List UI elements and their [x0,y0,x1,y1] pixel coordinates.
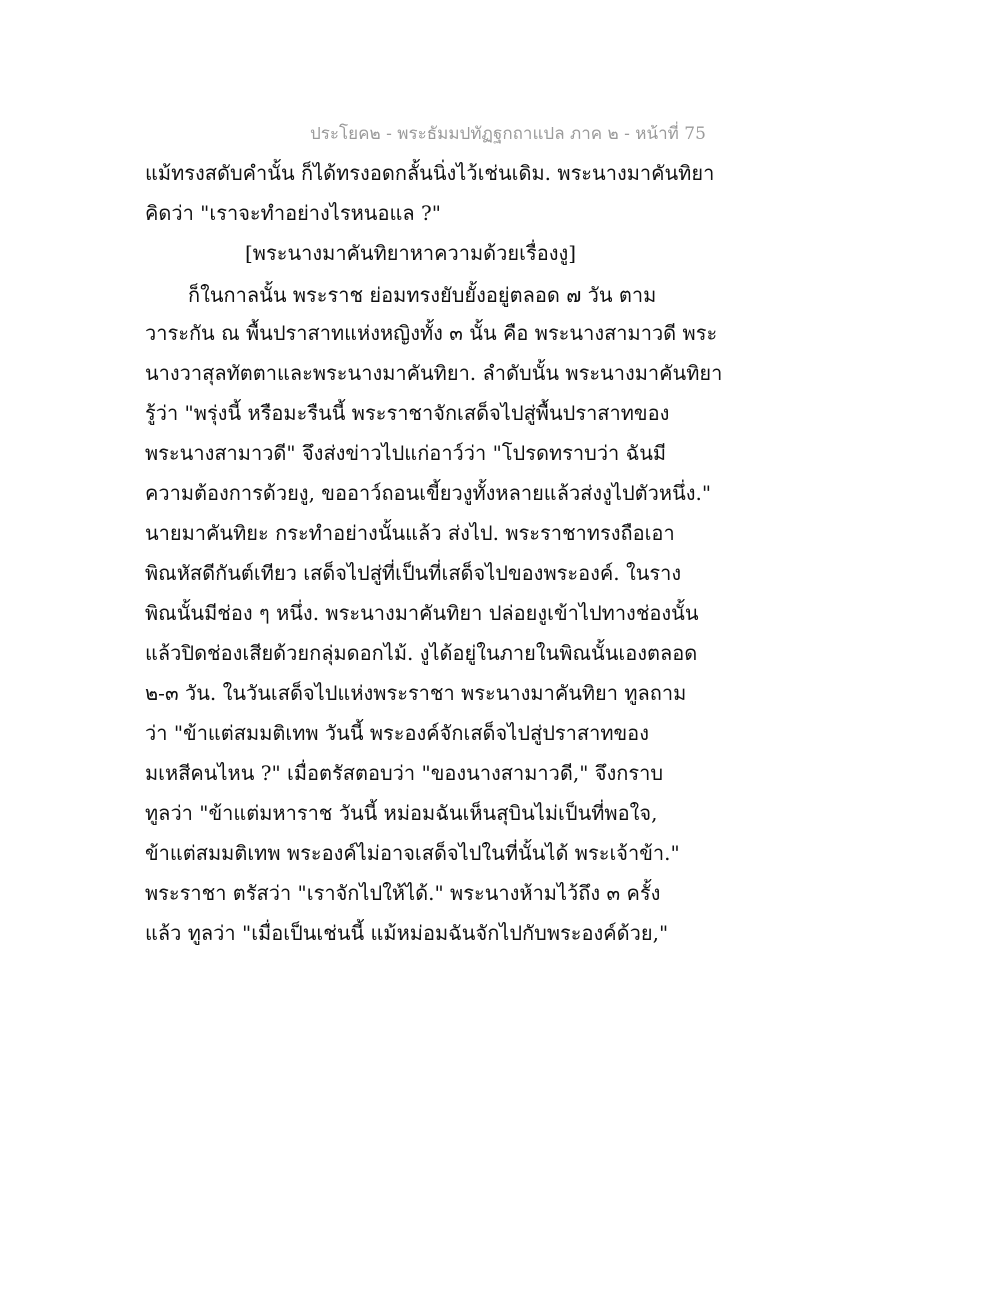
body-line: วาระกัน ณ พื้นปราสาทแห่งหญิงทั้ง ๓ นั้น คือ พระนางสามาวดี พระ [145,321,718,345]
body-line: แล้ว ทูลว่า "เมื่อเป็นเช่นนี้ แม้หม่อมฉันจักไปกับพระองค์ด้วย," [145,921,669,945]
section-heading: [พระนางมาคันทิยาหาความด้วยเรื่องงู] [245,241,577,265]
body-line: นางวาสุลทัตตาและพระนางมาคันทิยา. ลำดับนั้น พระนางมาคันทิยา [145,361,723,385]
body-line: ก็ในกาลนั้น พระราช ย่อมทรงยับยั้งอยู่ตลอด ๗ วัน ตาม [188,283,657,307]
body-line: พิณนั้นมีช่อง ๆ หนึ่ง. พระนางมาคันทิยา ปล่อยงูเข้าไปทางช่องนั้น [145,601,699,625]
running-header: ประโยค๒ - พระธัมมปทัฏฐกถาแปล ภาค ๒ - หน้าที่ 75 [310,124,706,144]
body-line: แล้วปิดช่องเสียด้วยกลุ่มดอกไม้. งูได้อยู่ในภายในพิณนั้นเองตลอด [145,641,698,665]
body-line: นายมาคันทิยะ กระทำอย่างนั้นแล้ว ส่งไป. พระราชาทรงถือเอา [145,521,675,545]
body-line: พระราชา ตรัสว่า "เราจักไปให้ได้." พระนางห้ามไว้ถึง ๓ ครั้ง [145,881,661,905]
body-line: มเหสีคนไหน ?" เมื่อตรัสตอบว่า "ของนางสามาวดี," จึงกราบ [145,761,664,785]
body-line: ทูลว่า "ข้าแต่มหาราช วันนี้ หม่อมฉันเห็นสุบินไม่เป็นที่พอใจ, [145,801,658,825]
body-line: รู้ว่า "พรุ่งนี้ หรือมะรืนนี้ พระราชาจักเสด็จไปสู่พื้นปราสาทของ [145,401,670,425]
body-line: พิณหัสดีกันต์เทียว เสด็จไปสู่ที่เป็นที่เสด็จไปของพระองค์. ในราง [145,561,682,585]
body-line: คิดว่า "เราจะทำอย่างไรหนอแล ?" [145,201,441,225]
body-line: ว่า "ข้าแต่สมมติเทพ วันนี้ พระองค์จักเสด็จไปสู่ปราสาทของ [145,721,649,745]
body-line: พระนางสามาวดี" จึงส่งข่าวไปแก่อาว์ว่า "โปรดทราบว่า ฉันมี [145,441,667,465]
body-line: ข้าแต่สมมติเทพ พระองค์ไม่อาจเสด็จไปในที่นั้นได้ พระเจ้าข้า." [145,841,680,865]
body-line: แม้ทรงสดับคำนั้น ก็ได้ทรงอดกลั้นนิ่งไว้เช่นเดิม. พระนางมาคันทิยา [145,161,715,185]
body-line: ๒-๓ วัน. ในวันเสด็จไปแห่งพระราชา พระนางมาคันทิยา ทูลถาม [145,681,687,705]
body-line: ความต้องการด้วยงู, ขออาว์ถอนเขี้ยวงูทั้งหลายแล้วส่งงูไปตัวหนึ่ง." [145,481,712,505]
